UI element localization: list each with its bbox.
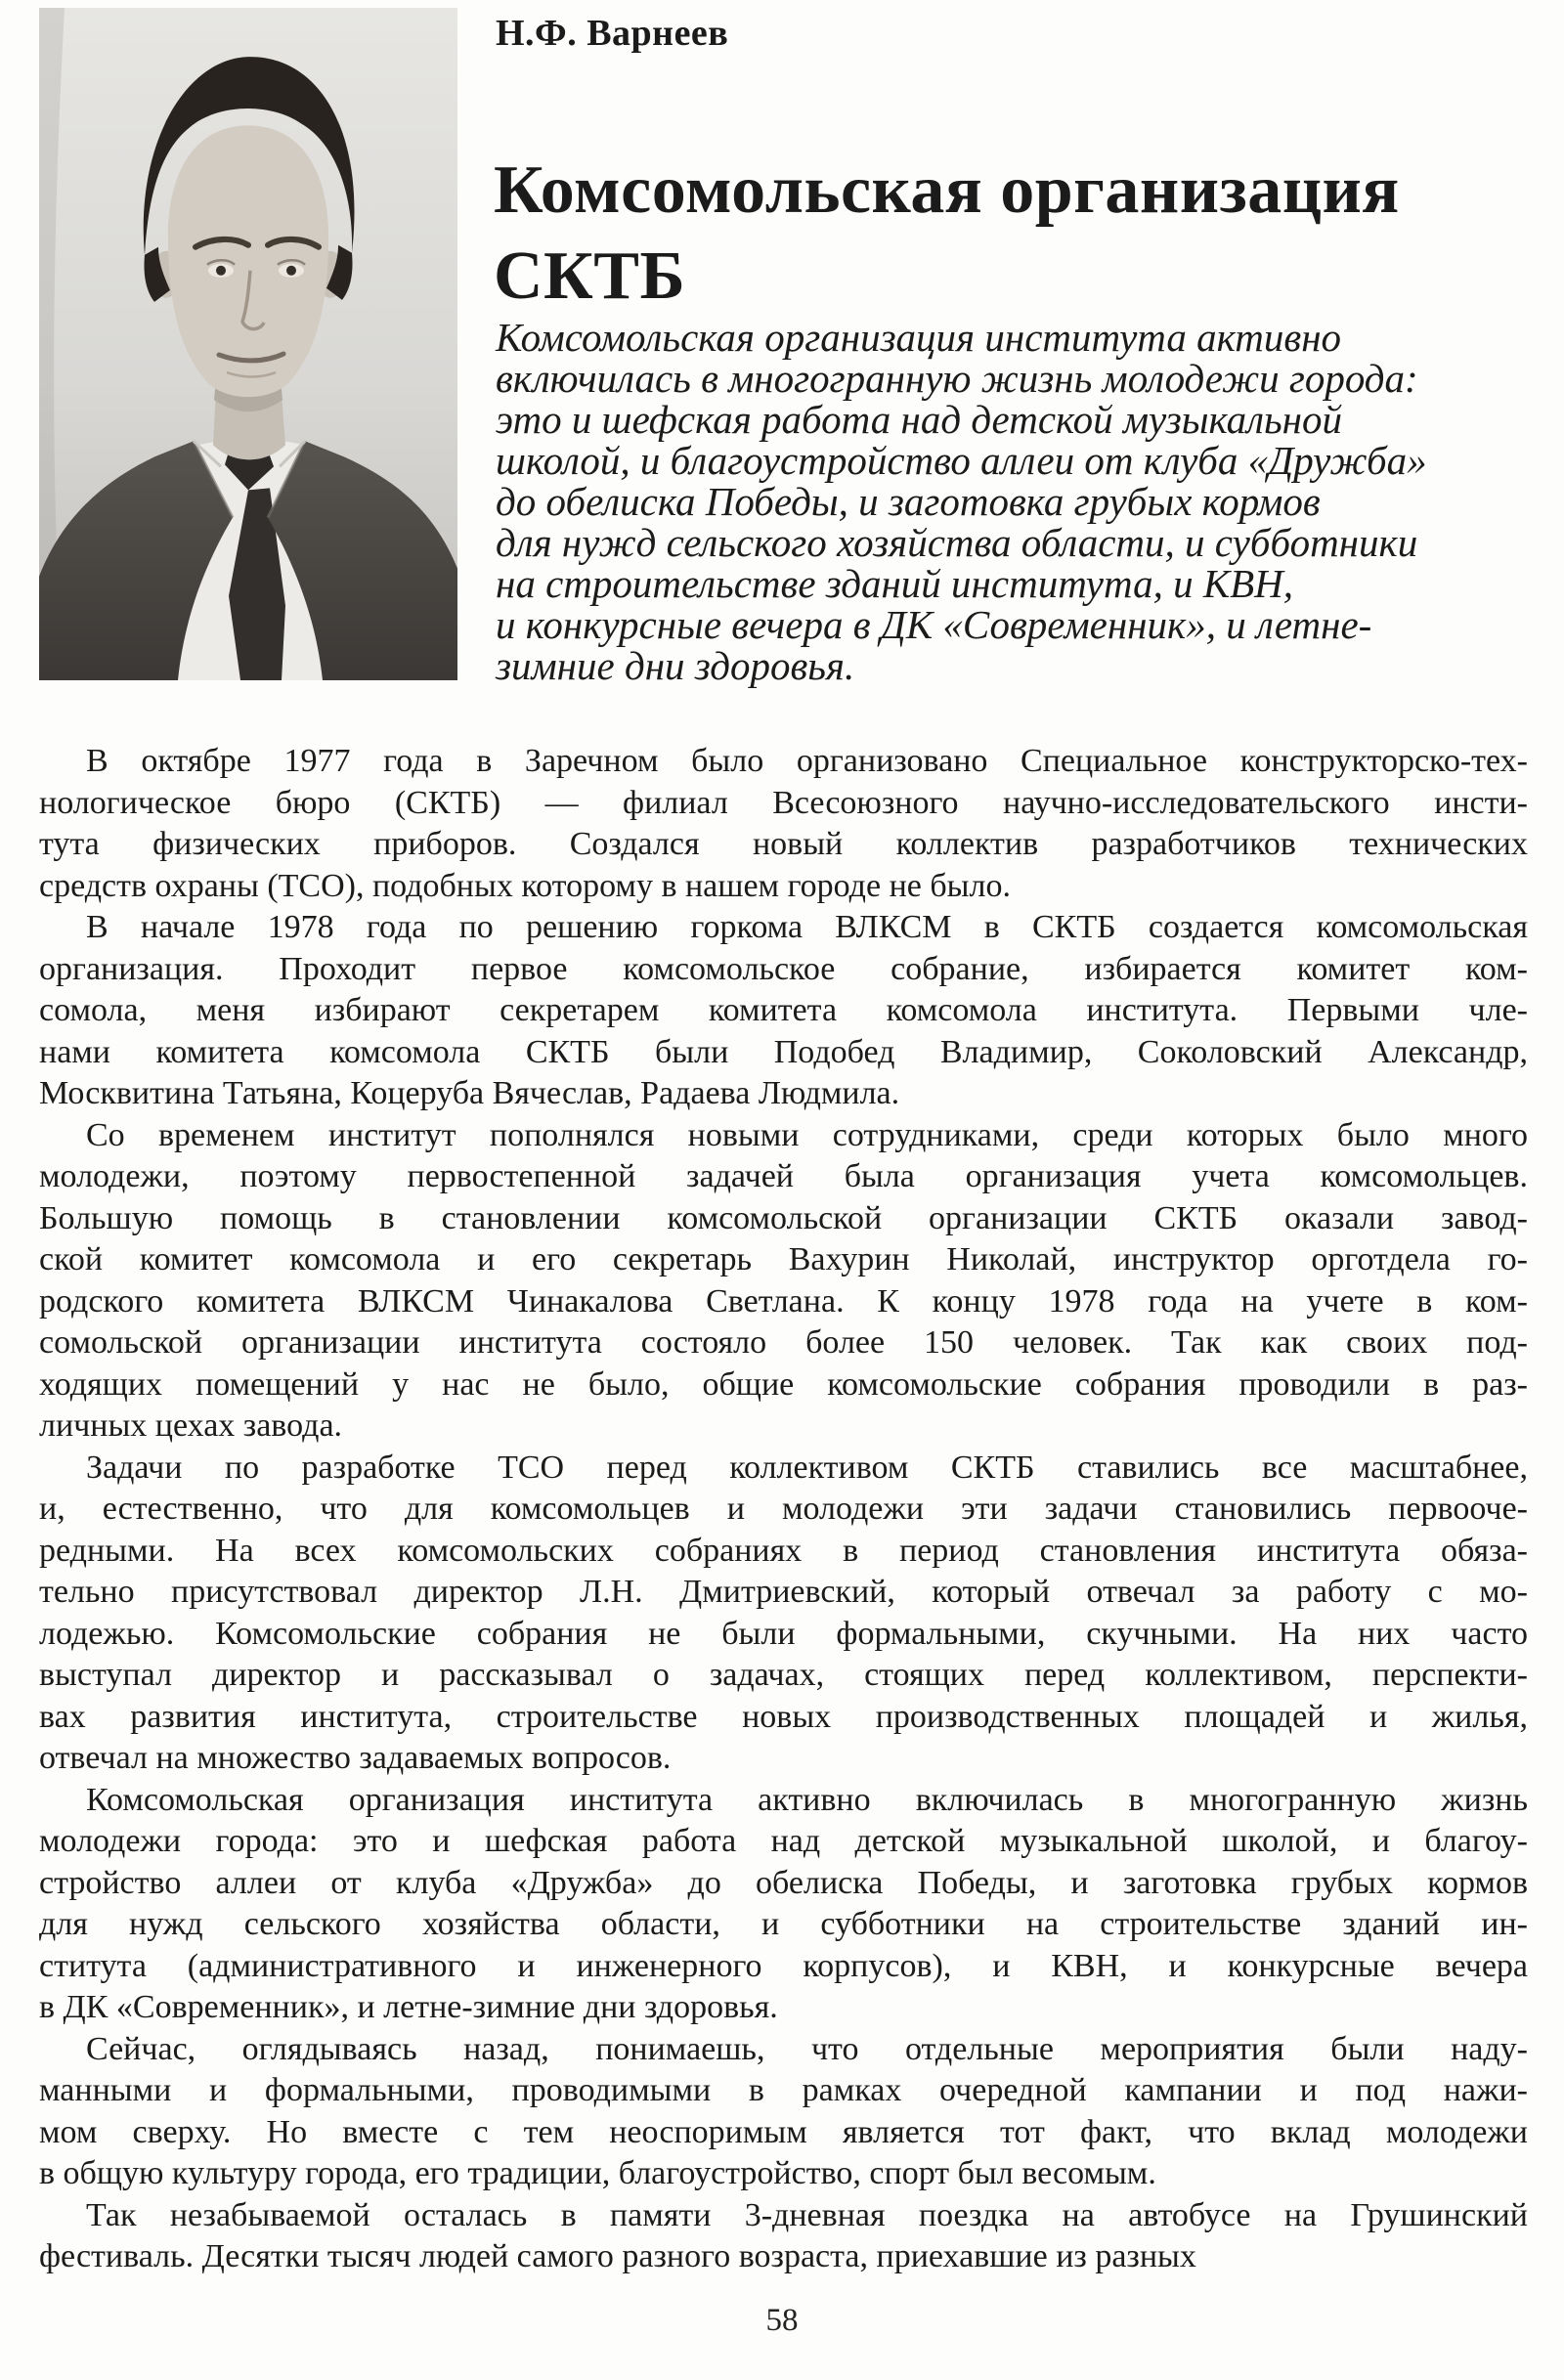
text-line: нологическое бюро (СКТБ) — филиал Всесоюзного научно-исследовательского инсти- — [39, 784, 1528, 821]
text-line: молодежи, поэтому первостепенной задачей была организация учета комсомольцев. — [39, 1158, 1528, 1194]
body-paragraph — [39, 907, 1528, 1115]
text-line: на строительстве зданий института, и КВН, — [496, 561, 1293, 606]
text-line: личных цехах завода. — [39, 1407, 343, 1444]
article-body — [39, 741, 1528, 2278]
text-line: Комсомольская организация — [494, 151, 1400, 228]
page-number: 58 — [765, 2303, 799, 2338]
text-line: Сейчас, оглядываясь назад, понимаешь, что отдельные мероприятия были наду- — [86, 2030, 1528, 2067]
text-line: зимние дни здоровья. — [496, 643, 855, 688]
text-line: в ДК «Современник», и летне-зимние дни здоровья. — [39, 1989, 778, 2025]
lede-paragraph — [496, 317, 1542, 686]
text-line: Со временем институт пополнялся новыми сотрудниками, среди которых было много — [86, 1116, 1528, 1153]
text-line: для нужд сельского хозяйства области, и субботники — [496, 520, 1418, 565]
text-line: молодежи города: это и шефская работа над детской музыкальной школой, и благоу- — [39, 1823, 1528, 1859]
body-paragraph — [39, 2029, 1528, 2195]
text-line: В начале 1978 года по решению горкома ВЛКСМ в СКТБ создается комсомольская — [86, 909, 1528, 945]
text-line: до обелиска Победы, и заготовка грубых кормов — [496, 479, 1321, 524]
text-line: Москвитина Татьяна, Коцеруба Вячеслав, Радаева Людмила. — [39, 1075, 900, 1111]
text-line: манными и формальными, проводимыми в рамках очередной кампании и под нажи- — [39, 2072, 1528, 2108]
text-line: сомола, меня избирают секретарем комитета комсомола института. Первыми чле- — [39, 992, 1528, 1028]
text-line: и конкурсные вечера в ДК «Современник», и летне- — [496, 602, 1372, 647]
article-title — [494, 148, 1500, 320]
text-line: для нужд сельского хозяйства области, и субботники на строительстве зданий ин- — [39, 1906, 1528, 1942]
text-line: редными. На всех комсомольских собраниях в период становления института обяза- — [39, 1532, 1528, 1569]
portrait-photo-image — [39, 8, 457, 680]
author-name: Н.Ф. Варнеев — [496, 13, 729, 54]
text-line: Так незабываемой осталась в памяти 3-дневная поездка на автобусе на Грушинский — [86, 2196, 1528, 2233]
body-paragraph — [39, 1448, 1528, 1780]
text-line: отвечал на множество задаваемых вопросов. — [39, 1740, 672, 1776]
text-line: Комсомольская организация института активно включилась в многогранную жизнь — [86, 1781, 1528, 1818]
text-line: школой, и благоустройство аллеи от клуба «Дружба» — [496, 438, 1427, 483]
text-line: тельно присутствовал директор Л.Н. Дмитриевский, который отвечал за работу с мо- — [39, 1574, 1528, 1610]
text-line: фестиваль. Десятки тысяч людей самого разного возраста, приехавшие из разных — [39, 2238, 1196, 2274]
text-line: выступал директор и рассказывал о задачах, стоящих перед коллективом, перспекти- — [39, 1657, 1528, 1693]
text-line: вах развития института, строительстве новых производственных площадей и жилья, — [39, 1698, 1528, 1735]
text-line: В октябре 1977 года в Заречном было организовано Специальное конструкторско-тех- — [86, 743, 1528, 779]
text-line: организация. Проходит первое комсомольское собрание, избирается комитет ком- — [39, 950, 1528, 987]
text-line: тута физических приборов. Создался новый коллектив разработчиков технических — [39, 826, 1528, 862]
text-line: СКТБ — [494, 238, 686, 314]
portrait-photo — [39, 8, 457, 680]
text-line: мом сверху. Но вместе с тем неоспоримым является тот факт, что вклад молодежи — [39, 2113, 1528, 2150]
body-paragraph — [39, 2195, 1528, 2278]
text-line: ститута (административного и инженерного корпусов), и КВН, и конкурсные вечера — [39, 1947, 1528, 1984]
body-paragraph — [39, 741, 1528, 907]
text-line: Комсомольская организация института активно — [496, 315, 1342, 360]
text-line: и, естественно, что для комсомольцев и молодежи эти задачи становились первооче- — [39, 1491, 1528, 1527]
text-line: родского комитета ВЛКСМ Чинакалова Светлана. К концу 1978 года на учете в ком- — [39, 1282, 1528, 1320]
text-line: сомольской организации института состояло более 150 человек. Так как своих под- — [39, 1324, 1528, 1361]
text-line: это и шефская работа над детской музыкальной — [496, 397, 1343, 442]
text-line: стройство аллеи от клуба «Дружба» до обелиска Победы, и заготовка грубых кормов — [39, 1864, 1528, 1901]
text-line: ходящих помещений у нас не было, общие комсомольские собрания проводили в раз- — [39, 1365, 1528, 1403]
text-line: Задачи по разработке ТСО перед коллективом СКТБ ставились все масштабнее, — [86, 1449, 1528, 1486]
text-line: средств охраны (ТСО), подобных которому в нашем городе не было. — [39, 867, 1011, 904]
text-line: ской комитет комсомола и его секретарь Вахурин Николай, инструктор орготдела го- — [39, 1241, 1528, 1277]
body-paragraph — [39, 1115, 1528, 1448]
text-line: нами комитета комсомола СКТБ были Подобед Владимир, Соколовский Александр, — [39, 1033, 1528, 1070]
text-line: Большую помощь в становлении комсомольской организации СКТБ оказали завод- — [39, 1199, 1528, 1236]
text-line: лодежью. Комсомольские собрания не были формальными, скучными. На них часто — [39, 1615, 1528, 1652]
text-line: в общую культуру города, его традиции, благоустройство, спорт был весомым. — [39, 2155, 1156, 2191]
body-paragraph — [39, 1780, 1528, 2029]
article-header — [494, 0, 1540, 694]
text-line: включилась в многогранную жизнь молодежи города: — [496, 356, 1418, 401]
